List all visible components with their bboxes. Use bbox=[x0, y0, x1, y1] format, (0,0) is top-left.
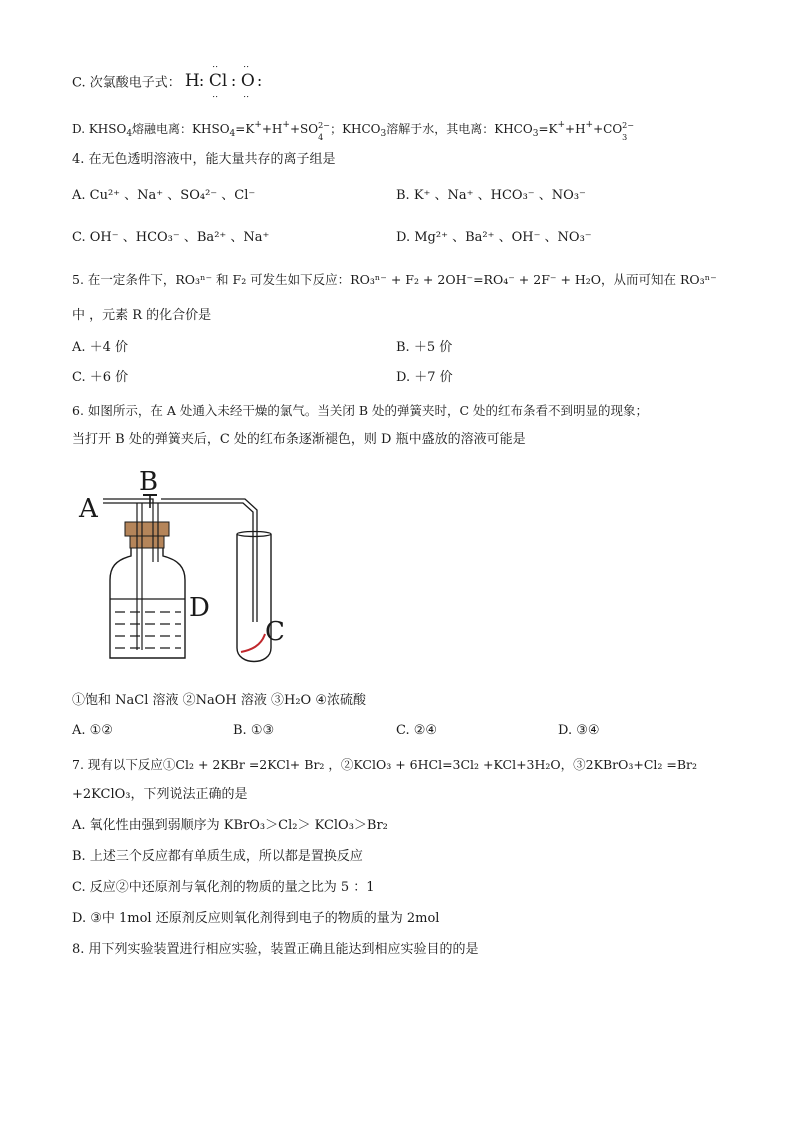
lewis-colon-1: : bbox=[198, 71, 205, 90]
subscript: 3 bbox=[380, 129, 387, 139]
stopper bbox=[125, 522, 169, 536]
lewis-colon-3: : bbox=[256, 71, 263, 90]
label-d: D bbox=[189, 593, 210, 623]
q5-option-c: C. ＋6 价 bbox=[72, 370, 129, 385]
q3-option-d bbox=[72, 116, 634, 143]
q5-option-d: D. ＋7 价 bbox=[396, 370, 453, 385]
charge-stack bbox=[318, 120, 330, 142]
subscript: 3 bbox=[532, 129, 539, 139]
q6-option-a: A. ①② bbox=[72, 723, 113, 738]
q3c-prefix: C. 次氯酸电子式： bbox=[72, 75, 181, 91]
gas-washing-apparatus-figure bbox=[75, 462, 335, 672]
q6-stem-line2: 当打开 B 处的弹簧夹后，C 处的红布条逐渐褪色，则 D 瓶中盛放的溶液可能是 bbox=[72, 432, 526, 447]
q4-stem: 4. 在无色透明溶液中，能大量共存的离子组是 bbox=[72, 152, 336, 167]
charge-stack bbox=[622, 120, 634, 142]
lewis-colon-2: : bbox=[230, 71, 237, 90]
text-run: +H bbox=[565, 122, 586, 136]
subscript: 4 bbox=[126, 129, 133, 139]
q7-stem-line2: +2KClO₃，下列说法正确的是 bbox=[72, 787, 248, 802]
q7-option-b: B. 上述三个反应都有单质生成，所以都是置换反应 bbox=[72, 849, 363, 864]
label-c: C bbox=[265, 617, 285, 647]
text-run: D. KHSO bbox=[72, 122, 127, 136]
label-b: B bbox=[139, 467, 159, 497]
q6-option-d: D. ③④ bbox=[558, 723, 600, 738]
superscript: + bbox=[557, 120, 566, 130]
superscript: 2− bbox=[318, 120, 330, 130]
q5-option-a: A. ＋4 价 bbox=[72, 340, 129, 355]
subscript: 4 bbox=[229, 129, 236, 139]
superscript: + bbox=[282, 120, 290, 130]
superscript: 2− bbox=[622, 120, 634, 130]
lewis-cl: Cl bbox=[208, 71, 228, 91]
q6-stem-line1: 6. 如图所示，在 A 处通入未经干燥的氯气。当关闭 B 处的弹簧夹时，C 处的红布条看不到明显的现象； bbox=[72, 403, 649, 418]
lewis-cl-bottom-dots: : bbox=[209, 94, 220, 100]
q4-option-c: C. OH⁻ 、HCO₃⁻ 、Ba²⁺ 、Na⁺ bbox=[72, 230, 270, 245]
q6-items: ①饱和 NaCl 溶液 ②NaOH 溶液 ③H₂O ④浓硫酸 bbox=[72, 693, 367, 708]
text-run: +H bbox=[261, 122, 283, 136]
label-a: A bbox=[79, 494, 98, 524]
superscript: + bbox=[254, 120, 262, 130]
q7-option-d: D. ③中 1mol 还原剂反应则氧化剂得到电子的物质的量为 2mol bbox=[72, 911, 440, 926]
red-cloth-strip bbox=[241, 634, 265, 652]
q5-stem-line2: 中 ，元素 R 的化合价是 bbox=[72, 308, 212, 323]
q6-option-c: C. ②④ bbox=[396, 723, 438, 738]
stopper-lower bbox=[130, 536, 164, 548]
lewis-h: H bbox=[184, 71, 200, 91]
q8-stem: 8. 用下列实验装置进行相应实验，装置正确且能达到相应实验目的的是 bbox=[72, 942, 479, 957]
q6-option-b: B. ①③ bbox=[233, 723, 275, 738]
q7-stem-line1: 7. 现有以下反应①Cl₂ + 2KBr =2KCl+ Br₂ ，②KClO₃ + 6HCl=3Cl₂ +KCl+3H₂O，③2KBrO₃+Cl₂ =Br₂ bbox=[72, 757, 698, 772]
q4-option-b: B. K⁺ 、Na⁺ 、HCO₃⁻ 、NO₃⁻ bbox=[396, 188, 586, 203]
lewis-o-bottom-dots: : bbox=[240, 94, 251, 100]
hclo-lewis-structure bbox=[184, 64, 271, 100]
q7-option-a: A. 氧化性由强到弱顺序为 KBrO₃＞Cl₂＞ KClO₃＞Br₂ bbox=[72, 818, 388, 833]
q4-option-a: A. Cu²⁺ 、Na⁺ 、SO₄²⁻ 、Cl⁻ bbox=[72, 188, 256, 203]
text-run: 溶解于水，其电离：KHCO bbox=[386, 122, 533, 136]
text-run: +SO bbox=[289, 122, 319, 136]
text-run: =K bbox=[538, 122, 558, 136]
bottle-d bbox=[110, 548, 185, 658]
subscript: 3 bbox=[622, 132, 628, 142]
lewis-o: O bbox=[240, 71, 255, 91]
subscript: 4 bbox=[318, 132, 324, 142]
text-run: 熔融电离：KHSO bbox=[132, 122, 230, 136]
lewis-cl-top-dots: : bbox=[209, 64, 220, 70]
inlet-tube bbox=[103, 499, 153, 503]
test-tube-mouth bbox=[237, 532, 271, 537]
lewis-o-top-dots: : bbox=[240, 64, 251, 70]
q3-option-c bbox=[72, 64, 271, 100]
text-run: +CO bbox=[593, 122, 623, 136]
q5-stem-line1: 5. 在一定条件下，RO₃ⁿ⁻ 和 F₂ 可发生如下反应：RO₃ⁿ⁻ + F₂ + 2OH⁻=RO₄⁻ + 2F⁻ + H₂O，从而可知在 RO₃ⁿ⁻ bbox=[72, 272, 717, 287]
text-run: ；KHCO bbox=[330, 122, 381, 136]
q4-option-d: D. Mg²⁺ 、Ba²⁺ 、OH⁻ 、NO₃⁻ bbox=[396, 230, 592, 245]
q7-option-c: C. 反应②中还原剂与氧化剂的物质的量之比为 5 ：1 bbox=[72, 880, 375, 895]
text-run: =K bbox=[235, 122, 255, 136]
liquid-dashes bbox=[115, 612, 181, 648]
q5-option-b: B. ＋5 价 bbox=[396, 340, 453, 355]
superscript: + bbox=[585, 120, 594, 130]
